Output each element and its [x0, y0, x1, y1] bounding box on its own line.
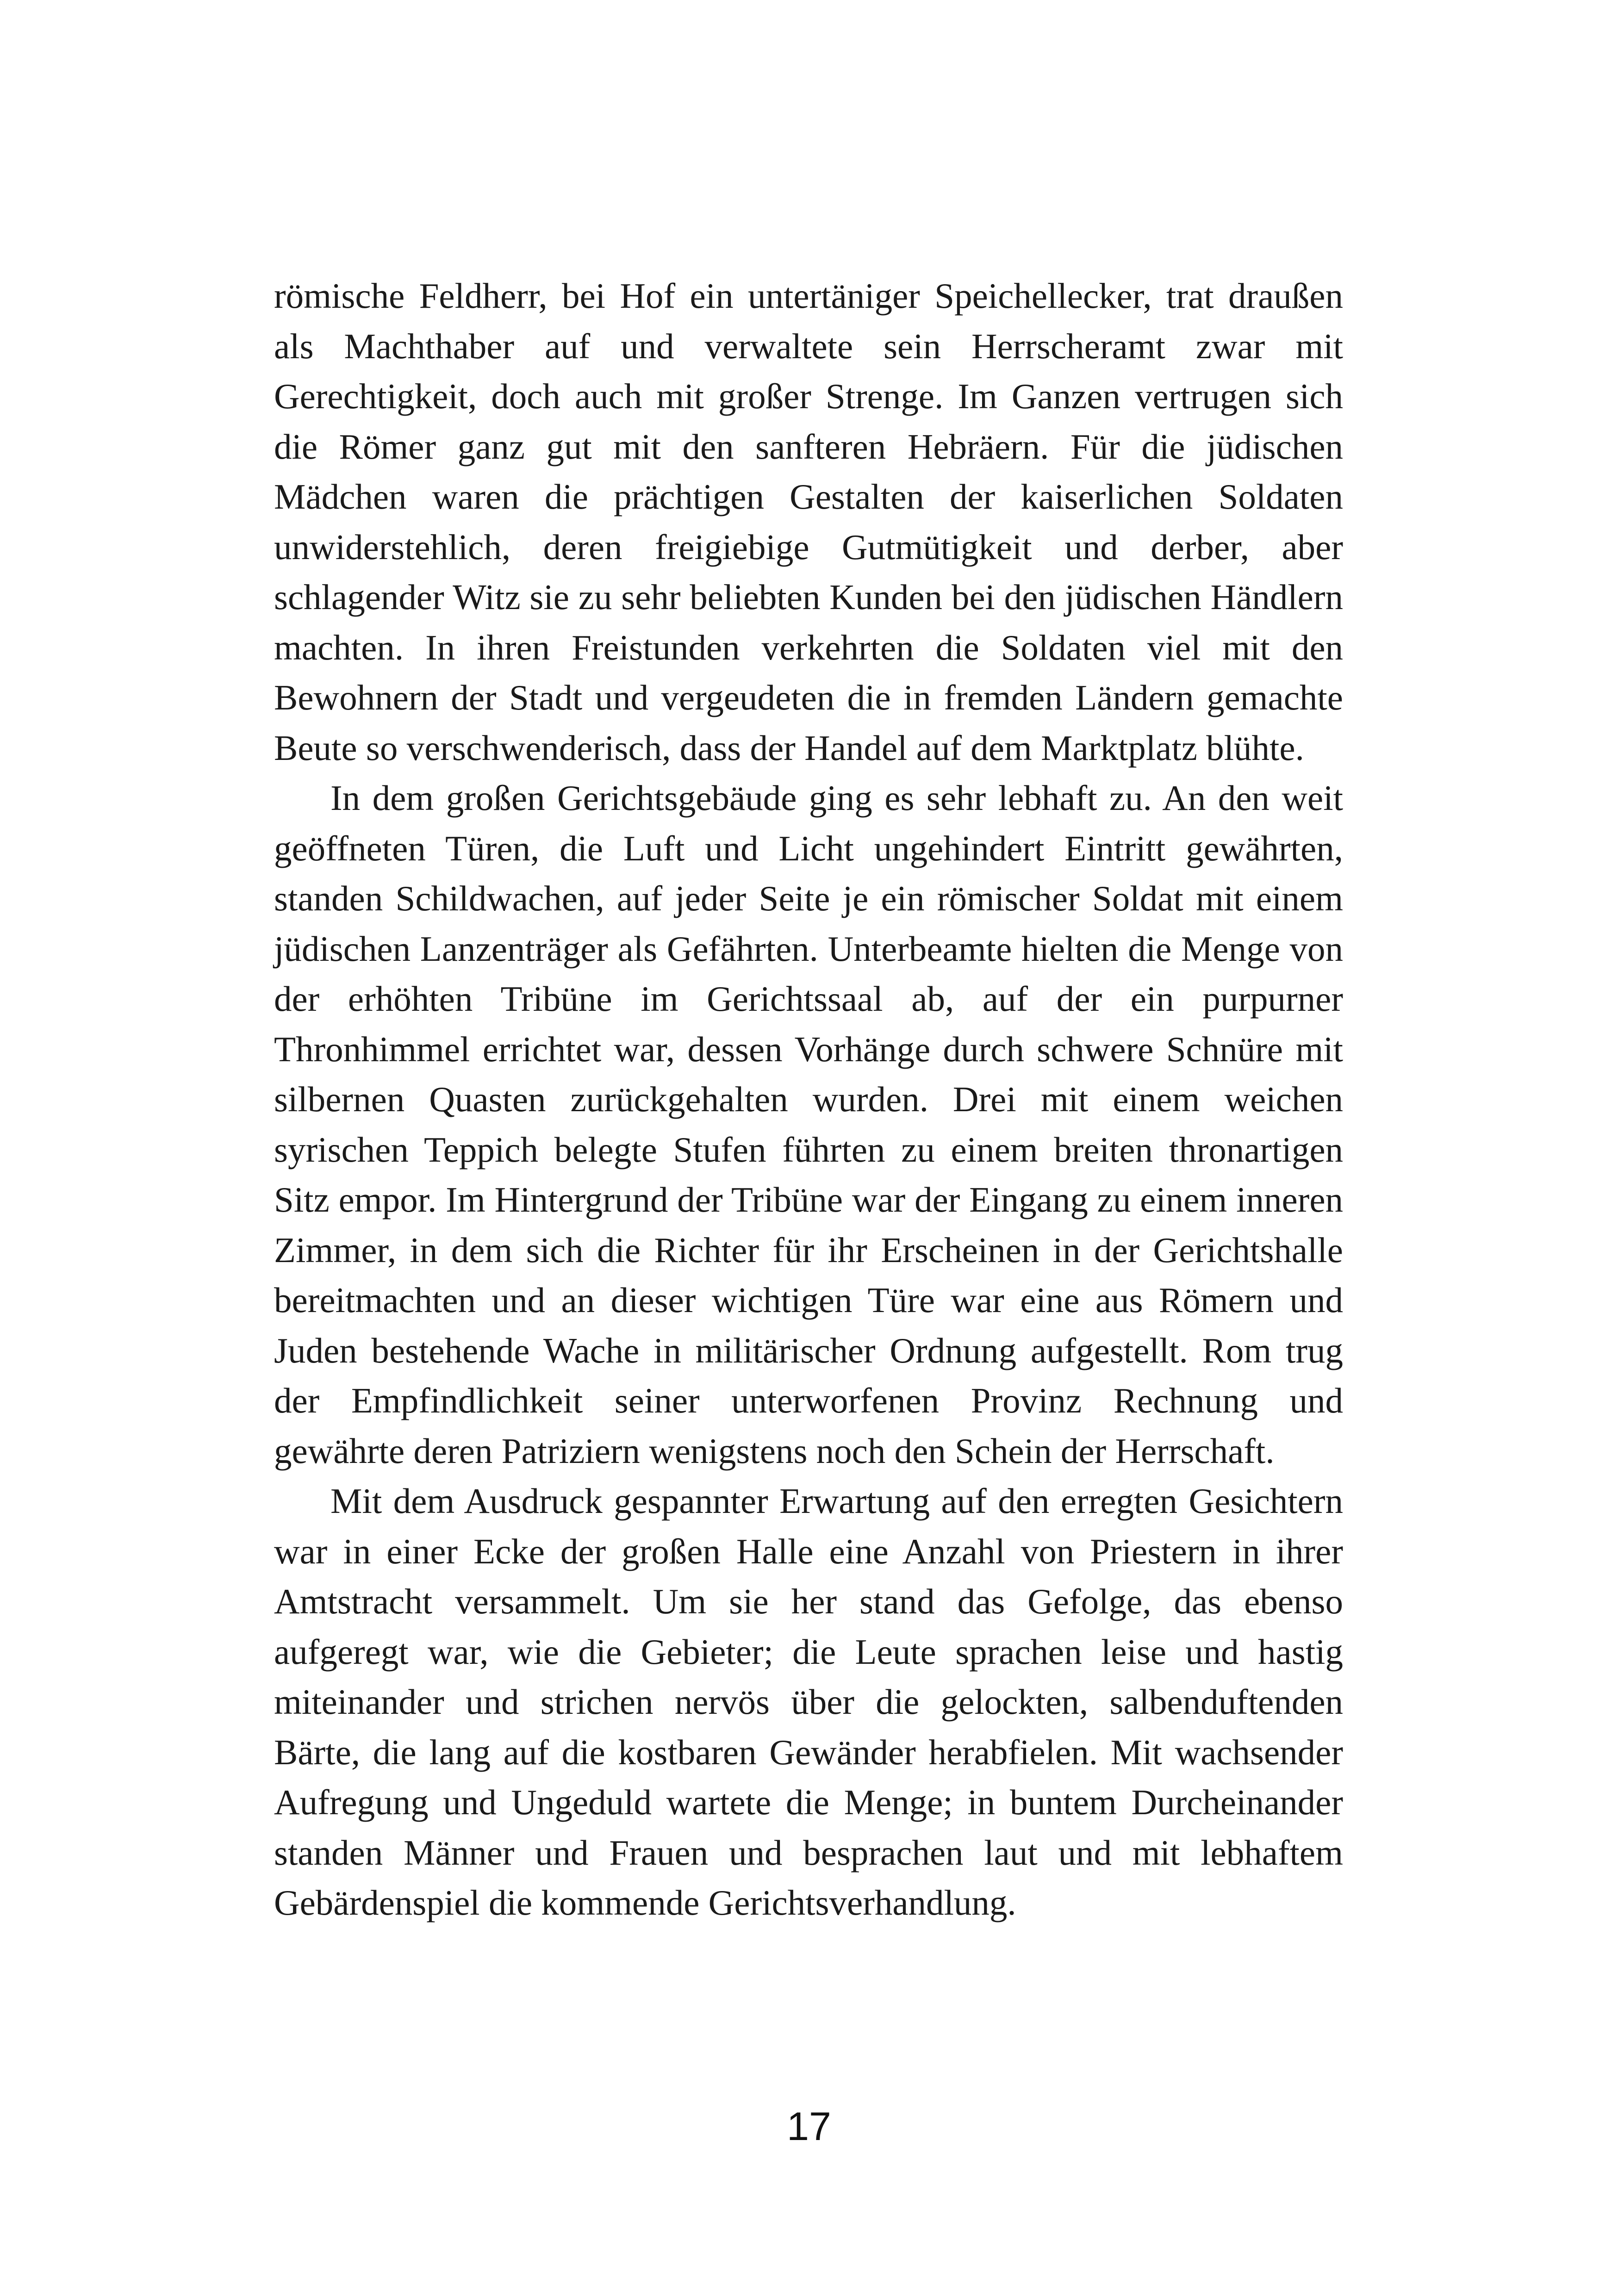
paragraph-1: römische Feldherr, bei Hof ein untertäniger Speichellecker, trat draußen als Machthaber auf und verwaltete sein Herrscheramt zwar mit Gerechtigkeit, doch auch mit großer Strenge. Im Ganzen vertrugen sich die Römer ganz gut mit den sanfteren Hebräern. Für die jüdischen Mädchen waren die prächtigen Gestalten der kaiserlichen Soldaten unwiderstehlich, deren freigiebige Gutmütigkeit und derber, aber schlagender Witz sie zu sehr beliebten Kunden bei den jüdischen Händlern machten. In ihren Freistunden verkehrten die Soldaten viel mit den Bewohnern der Stadt und vergeudeten die in fremden Ländern gemachte Beute so verschwenderisch, dass der Handel auf dem Marktplatz blühte.	[274, 276, 1343, 768]
paragraph-3: Mit dem Ausdruck gespannter Erwartung auf den erregten Gesichtern war in einer Ecke der großen Halle eine Anzahl von Priestern in ihrer Amtstracht versammelt. Um sie her stand das Gefolge, das ebenso aufgeregt war, wie die Gebieter; die Leute sprachen leise und hastig miteinander und strichen nervös über die gelockten, salbenduftenden Bärte, die lang auf die kostbaren Gewänder herabfielen. Mit wachsender Aufregung und Ungeduld wartete die Menge; in buntem Durcheinander standen Männer und Frauen und besprachen laut und mit lebhaftem Gebärdenspiel die kommende Gerichtsverhandlung.	[274, 1481, 1343, 1923]
body-text	[274, 271, 1343, 1928]
paragraph-2: In dem großen Gerichtsgebäude ging es sehr lebhaft zu. An den weit geöffneten Türen, die Luft und Licht ungehindert Eintritt gewährten, standen Schildwachen, auf jeder Seite je ein römischer Soldat mit einem jüdischen Lanzenträger als Gefährten. Unterbeamte hielten die Menge von der erhöhten Tribüne im Gerichtssaal ab, auf der ein purpurner Thronhimmel errichtet war, dessen Vorhänge durch schwere Schnüre mit silbernen Quasten zurückgehalten wurden. Drei mit einem weichen syrischen Teppich belegte Stufen führten zu einem breiten thronartigen Sitz empor. Im Hintergrund der Tribüne war der Eingang zu einem inneren Zimmer, in dem sich die Richter für ihr Erscheinen in der Gerichtshalle bereitmachten und an dieser wichtigen Türe war eine aus Römern und Juden bestehende Wache in militärischer Ordnung aufgestellt. Rom trug der Empfindlichkeit seiner unterworfenen Provinz Rechnung und gewährte deren Patriziern wenigstens noch den Schein der Herrschaft.	[274, 778, 1343, 1471]
page-number: 17	[787, 2104, 831, 2149]
